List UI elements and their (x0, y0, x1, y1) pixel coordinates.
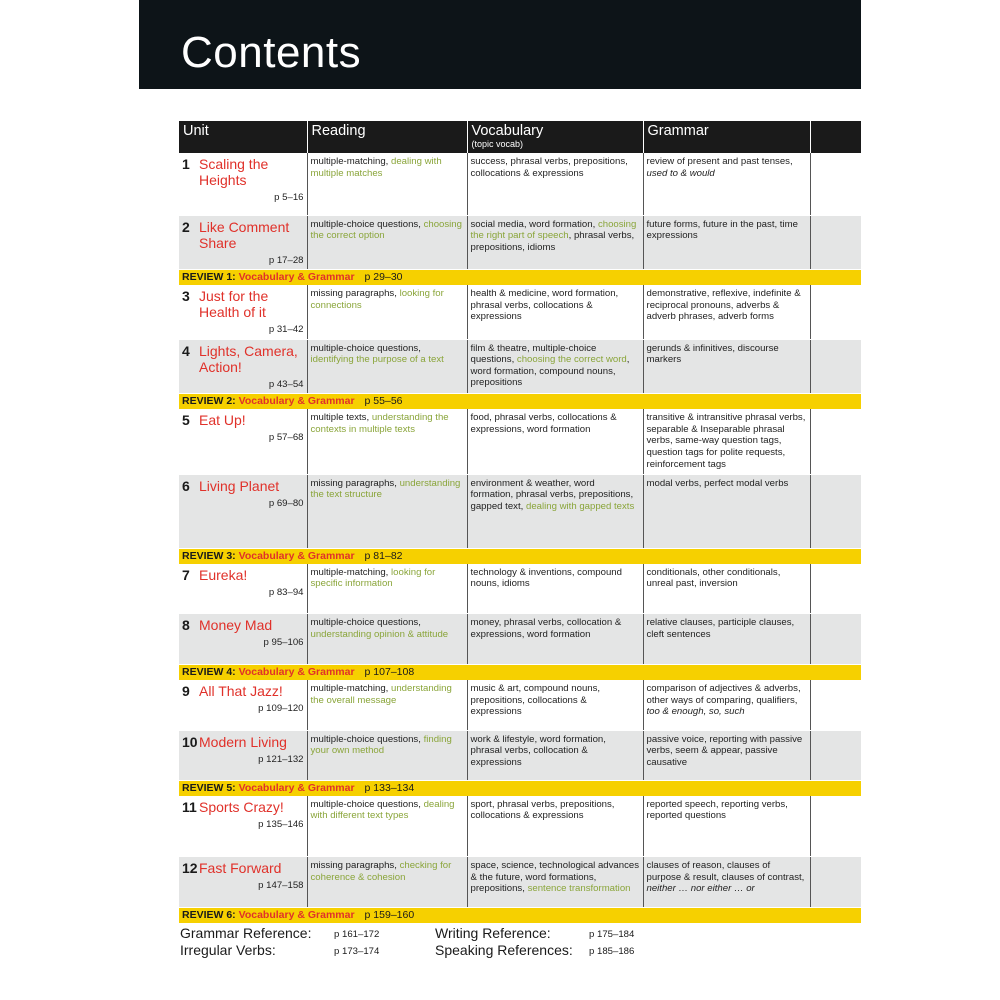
reading-text: checking for coherence & cohesion (310, 860, 452, 883)
unit-number: 2 (182, 218, 190, 235)
reading-text: identifying the purpose of a text (310, 354, 444, 366)
unit-cell (179, 857, 307, 908)
reading-text: multiple-choice questions, (310, 798, 424, 810)
spacer-cell (810, 285, 861, 339)
grammar-reference-label: Grammar Reference: (180, 925, 312, 941)
unit-cell (179, 474, 307, 548)
review-label: REVIEW 6: (182, 909, 236, 922)
review-title: Vocabulary & Grammar (238, 781, 355, 794)
review-title: Vocabulary & Grammar (238, 395, 355, 408)
header-bar (139, 0, 861, 89)
reading-text: missing paragraphs, (310, 477, 400, 489)
reading-cell (307, 796, 467, 857)
review-label: REVIEW 3: (182, 549, 236, 562)
vocabulary-cell (467, 730, 643, 780)
spacer-cell (810, 564, 861, 614)
header-unit: Unit (179, 121, 307, 153)
grammar-text: conditionals, other conditionals, unreal past, inversion (646, 566, 781, 590)
vocabulary-cell (467, 857, 643, 908)
contents-table (179, 121, 862, 923)
header-vocabulary (467, 121, 643, 153)
header-spacer (810, 121, 861, 153)
unit-row (179, 614, 861, 665)
reading-text: multiple-matching, (310, 683, 392, 695)
unit-pages: p 135–146 (258, 818, 304, 830)
reading-text: multiple-matching, (310, 156, 392, 167)
reading-text: multiple-choice questions, (310, 733, 424, 745)
grammar-text: transitive & intransitive phrasal verbs, separable & Inseparable phrasal verbs, same-way question tags, question tags for polite requests, reinforcement tags (646, 412, 806, 470)
vocabulary-text: money, phrasal verbs, collocation & expressions, word formation (470, 617, 622, 640)
review-pages: p 133–134 (364, 781, 415, 794)
unit-number: 10 (182, 733, 198, 750)
unit-pages: p 17–28 (268, 254, 304, 266)
writing-reference-label: Writing Reference: (435, 925, 551, 941)
unit-title: All That Jazz! (199, 683, 283, 700)
vocabulary-cell (467, 339, 643, 394)
vocabulary-text: space, science, technological advances & the future, word formations, prepositions, (470, 860, 640, 895)
vocabulary-cell (467, 474, 643, 548)
unit-cell (179, 215, 307, 270)
grammar-cell (643, 614, 810, 665)
unit-row (179, 153, 861, 215)
reading-text: missing paragraphs, (310, 288, 400, 300)
vocabulary-text: health & medicine, word formation, phrasal verbs, collocations & expressions (470, 288, 619, 323)
review-cell (179, 548, 861, 564)
vocabulary-text: work & lifestyle, word formation, phrasal verbs, collocation & expressions (470, 733, 606, 768)
unit-pages: p 57–68 (268, 432, 304, 444)
unit-cell (179, 614, 307, 665)
reading-cell (307, 614, 467, 665)
unit-cell (179, 730, 307, 780)
vocabulary-text: choosing the right part of speech (470, 218, 637, 242)
vocabulary-text: social media, word formation, (470, 218, 598, 230)
vocabulary-cell (467, 215, 643, 270)
reading-text: understanding the contexts in multiple texts (310, 412, 449, 435)
spacer-cell (810, 474, 861, 548)
spacer-cell (810, 409, 861, 474)
table-header-row (179, 121, 861, 153)
reading-cell (307, 339, 467, 394)
unit-title: Eat Up! (199, 412, 246, 429)
review-pages: p 107–108 (364, 666, 415, 679)
review-cell (179, 270, 861, 286)
reading-cell (307, 857, 467, 908)
review-pages: p 81–82 (364, 549, 403, 562)
reading-text: dealing with different text types (310, 798, 455, 822)
reading-cell (307, 680, 467, 730)
vocabulary-text: environment & weather, word formation, phrasal verbs, prepositions, gapped text, (470, 477, 634, 512)
vocabulary-cell (467, 409, 643, 474)
reading-text: choosing the correct option (310, 218, 462, 242)
speaking-references-label: Speaking References: (435, 942, 573, 958)
unit-row (179, 857, 861, 908)
unit-pages: p 147–158 (258, 880, 304, 892)
spacer-cell (810, 614, 861, 665)
review-row (179, 270, 861, 286)
irregular-verbs-pages: p 173–174 (334, 946, 380, 957)
review-row (179, 780, 861, 796)
unit-pages: p 31–42 (268, 324, 304, 336)
reading-text: multiple-choice questions, (310, 617, 421, 629)
vocabulary-text: dealing with gapped texts (525, 500, 635, 512)
grammar-cell (643, 474, 810, 548)
reading-text: understanding the text structure (310, 477, 461, 501)
grammar-cell (643, 215, 810, 270)
grammar-cell (643, 285, 810, 339)
review-row (179, 665, 861, 681)
grammar-text: gerunds & infinitives, discourse markers (646, 342, 779, 366)
vocabulary-text: choosing the correct word (516, 354, 627, 366)
vocabulary-cell (467, 564, 643, 614)
vocabulary-text: technology & inventions, compound nouns, idioms (470, 566, 622, 590)
header-reading: Reading (307, 121, 467, 153)
grammar-cell (643, 730, 810, 780)
grammar-cell (643, 409, 810, 474)
grammar-text: neither … nor either … or (646, 883, 755, 895)
review-label: REVIEW 4: (182, 666, 236, 679)
review-label: REVIEW 2: (182, 395, 236, 408)
unit-title: Lights, Camera, Action! (199, 342, 298, 375)
unit-pages: p 5–16 (274, 192, 304, 203)
unit-cell (179, 680, 307, 730)
unit-title: Eureka! (199, 566, 248, 583)
unit-row (179, 285, 861, 339)
unit-pages: p 83–94 (268, 586, 304, 598)
reading-text: understanding opinion & attitude (310, 628, 449, 640)
grammar-text: clauses of reason, clauses of purpose & result, clauses of contrast, (646, 860, 805, 883)
unit-cell (179, 796, 307, 857)
header-vocabulary-sub: (topic vocab) (471, 139, 524, 149)
reading-cell (307, 285, 467, 339)
vocabulary-text: success, phrasal verbs, prepositions, collocations & expressions (470, 156, 628, 179)
unit-number: 7 (182, 566, 190, 583)
reading-text: looking for specific information (310, 566, 436, 590)
grammar-text: relative clauses, participle clauses, cleft sentences (646, 617, 795, 640)
reading-cell (307, 215, 467, 270)
unit-title: Living Planet (199, 477, 280, 494)
unit-number: 3 (182, 288, 190, 305)
vocabulary-text: , phrasal verbs, prepositions, idioms (470, 230, 635, 253)
review-cell (179, 394, 861, 410)
contents-page (139, 0, 861, 1000)
review-row (179, 394, 861, 410)
review-title: Vocabulary & Grammar (238, 666, 355, 679)
unit-number: 6 (182, 477, 190, 494)
spacer-cell (810, 680, 861, 730)
unit-cell (179, 153, 307, 215)
unit-row (179, 730, 861, 780)
reading-text: looking for connections (310, 288, 444, 311)
review-row (179, 908, 861, 924)
vocabulary-text: , word formation, compound nouns, prepositions (470, 354, 630, 389)
spacer-cell (810, 339, 861, 394)
table-body (179, 153, 861, 923)
vocabulary-cell (467, 796, 643, 857)
unit-pages: p 69–80 (268, 497, 304, 509)
unit-pages: p 121–132 (258, 753, 304, 765)
speaking-references-pages: p 185–186 (589, 946, 635, 957)
page-title: Contents (181, 28, 362, 77)
unit-title: Modern Living (199, 733, 287, 750)
reading-cell (307, 409, 467, 474)
unit-row (179, 215, 861, 270)
unit-cell (179, 409, 307, 474)
unit-row (179, 564, 861, 614)
reading-text: multiple-matching, (310, 566, 392, 578)
reading-text: multiple texts, (310, 412, 372, 424)
unit-row (179, 680, 861, 730)
reading-text: finding your own method (310, 733, 452, 757)
unit-number: 8 (182, 617, 190, 634)
reading-text: multiple-choice questions, (310, 218, 424, 230)
unit-title: Fast Forward (199, 860, 282, 877)
review-title: Vocabulary & Grammar (238, 271, 355, 284)
vocabulary-text: sport, phrasal verbs, prepositions, collocations & expressions (470, 798, 615, 822)
grammar-text: modal verbs, perfect modal verbs (646, 477, 789, 489)
grammar-cell (643, 796, 810, 857)
unit-number: 4 (182, 342, 190, 359)
vocabulary-text: music & art, compound nouns, prepositions, collocations & expressions (470, 683, 601, 718)
grammar-cell (643, 857, 810, 908)
review-cell (179, 908, 861, 924)
review-row (179, 548, 861, 564)
vocabulary-cell (467, 680, 643, 730)
review-pages: p 55–56 (364, 395, 403, 408)
review-title: Vocabulary & Grammar (238, 549, 355, 562)
unit-cell (179, 339, 307, 394)
reading-cell (307, 474, 467, 548)
review-title: Vocabulary & Grammar (238, 909, 355, 922)
reading-text: dealing with multiple matches (310, 156, 442, 179)
unit-title: Money Mad (199, 617, 273, 634)
irregular-verbs-label: Irregular Verbs: (180, 942, 276, 958)
unit-pages: p 109–120 (258, 703, 304, 715)
grammar-cell (643, 680, 810, 730)
review-cell (179, 780, 861, 796)
grammar-text: future forms, future in the past, time expressions (646, 218, 798, 242)
unit-number: 12 (182, 860, 198, 877)
grammar-text: review of present and past tenses, (646, 156, 793, 167)
unit-row (179, 796, 861, 857)
reading-text: understanding the overall message (310, 683, 452, 706)
unit-title: Sports Crazy! (199, 798, 284, 815)
spacer-cell (810, 857, 861, 908)
reading-text: missing paragraphs, (310, 860, 400, 872)
vocabulary-text: food, phrasal verbs, collocations & expressions, word formation (470, 412, 617, 435)
spacer-cell (810, 153, 861, 215)
unit-number: 5 (182, 412, 190, 429)
review-pages: p 29–30 (364, 271, 403, 284)
grammar-cell (643, 564, 810, 614)
unit-title: Like Comment Share (199, 218, 290, 251)
unit-pages: p 43–54 (268, 378, 304, 390)
reading-cell (307, 730, 467, 780)
grammar-text: demonstrative, reflexive, indefinite & reciprocal pronouns, adverbs & adverb phrases, adverb forms (646, 288, 801, 323)
reading-cell (307, 153, 467, 215)
unit-cell (179, 285, 307, 339)
review-label: REVIEW 5: (182, 781, 236, 794)
header-grammar: Grammar (643, 121, 810, 153)
reading-text: multiple-choice questions, (310, 342, 421, 354)
vocabulary-text: film & theatre, multiple-choice questions, (470, 342, 597, 366)
unit-pages: p 95–106 (263, 637, 304, 649)
unit-title: Just for the Health of it (199, 288, 269, 321)
unit-number: 11 (182, 798, 197, 815)
grammar-text: used to & would (646, 167, 715, 179)
unit-number: 9 (182, 683, 190, 700)
unit-row (179, 409, 861, 474)
grammar-text: reported speech, reporting verbs, reported questions (646, 798, 788, 822)
unit-title: Scaling the Heights (199, 156, 269, 188)
review-cell (179, 665, 861, 681)
vocabulary-cell (467, 614, 643, 665)
vocabulary-cell (467, 285, 643, 339)
grammar-cell (643, 153, 810, 215)
grammar-text: too & enough, so, such (646, 706, 745, 718)
unit-cell (179, 564, 307, 614)
unit-row (179, 339, 861, 394)
grammar-reference-pages: p 161–172 (334, 929, 380, 940)
unit-row (179, 474, 861, 548)
grammar-cell (643, 339, 810, 394)
writing-reference-pages: p 175–184 (589, 929, 635, 940)
reading-cell (307, 564, 467, 614)
vocabulary-text: sentence transformation (527, 883, 631, 895)
review-label: REVIEW 1: (182, 271, 236, 284)
spacer-cell (810, 730, 861, 780)
unit-number: 1 (182, 156, 190, 172)
vocabulary-cell (467, 153, 643, 215)
spacer-cell (810, 796, 861, 857)
spacer-cell (810, 215, 861, 270)
grammar-text: comparison of adjectives & adverbs, other ways of comparing, qualifiers, (646, 683, 801, 706)
review-pages: p 159–160 (364, 909, 415, 922)
header-vocabulary-label: Vocabulary (471, 123, 544, 139)
grammar-text: passive voice, reporting with passive verbs, seem & appear, passive causative (646, 733, 803, 768)
